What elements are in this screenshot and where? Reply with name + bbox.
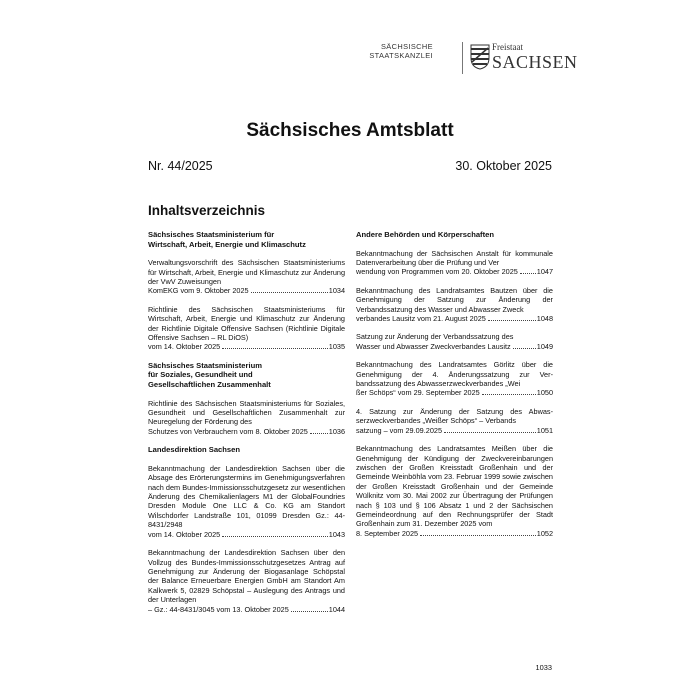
toc-page-ref: 1047	[536, 267, 553, 277]
kanzlei-line1: SÄCHSISCHE	[380, 42, 433, 51]
toc-entry-last-line	[356, 267, 553, 276]
section-heading-line: Wirtschaft, Arbeit, Energie und Klimaschutz	[148, 239, 306, 249]
toc-page-ref: 1036	[328, 426, 345, 436]
toc-page-ref: 1034	[328, 286, 345, 296]
toc-entry[interactable]	[356, 444, 553, 538]
toc-entry-text: Richtlinie des Sächsischen Staatsministeriums für Soziales, Gesundheit und Gesellschaftlichen Zusammenhalt zur Neuregelung der Förderung des	[148, 398, 345, 427]
header-logo	[369, 42, 578, 76]
section-heading-line: Sächsisches Staatsministerium	[148, 360, 262, 370]
toc-entry-last-line	[148, 427, 345, 436]
dot-leader	[444, 432, 536, 433]
section-heading-line: Landesdirektion Sachsen	[148, 445, 240, 455]
toc-entry-text: Bekanntmachung der Landesdirektion Sachsen über den Vollzug des Bundes-Immissionsschutzgesetzes Antrag auf Genehmigung zur Änderung der Biogasanlage Schöpstal der Balance Erneuerbare Energien GmbH am Standort Am Kalkwerk 5, 02829 Schöpstal – Auslegung des Antrags und der Unterlagen	[148, 548, 345, 605]
toc-page-ref: 1044	[328, 604, 345, 614]
toc-entry-text: Bekanntmachung der Landesdirektion Sachsen über die Absage des Erörterungstermins im Genehmigungsverfahren nach dem Bundes-Immissionsschutzgesetz zur wesentlichen Änderung des Chemikalienlagers M1 der GlobalFoundries Dresden Module One LLC & Co. KG am Standort Wilschdorfer Landstraße 101, 01099 Dresden Gz.: 44-8431/2948	[148, 463, 345, 530]
section-heading	[148, 361, 345, 390]
toc-entry-text: Bekanntmachung des Landratsamtes Meißen über die Genehmigung der Kündigung der Zweckvereinbarungen zwischen der Großen Kreisstadt Großenhain und der Gemeinde Weinböhla vom 23. Februar 1999 sowie zwischen der Großen Kreisstadt Großenhain und der Gemeinde Wülknitz vom 30. Mai 2002 zur Übertragung der Prüfungen nach § 103 und § 106 Absatz 1 und 2 der Sächsischen Gemeindeordnung auf den Rechnungsprüfer der Stadt Großenhain zum 31. Dezember 2025 vom	[356, 444, 553, 529]
toc-page-ref: 1049	[536, 341, 553, 351]
staatskanzlei-wordmark	[363, 42, 433, 60]
toc-entry-last-text: Schutzes von Verbrauchern vom 8. Oktober 2025	[148, 426, 308, 436]
toc-entry-text: Bekanntmachung des Landratsamtes Görlitz über die Genehmigung der 4. Änderungssatzung zur Verbandssatzung des Abwasserzweckverbandes „Wei	[356, 360, 553, 389]
toc-entry-last-text: KomEKG vom 9. Oktober 2025	[148, 286, 249, 296]
document-title: Sächsisches Amtsblatt	[246, 120, 454, 141]
toc-entry-last-line	[148, 286, 345, 295]
toc-page-ref: 1050	[536, 388, 553, 398]
freistaat-large: SACHSEN	[492, 52, 578, 72]
section-heading	[148, 230, 345, 249]
toc-entry-last-text: vom 14. Oktober 2025	[148, 529, 221, 539]
toc-page-ref: 1052	[536, 528, 553, 538]
dot-leader	[488, 320, 536, 321]
toc-entry-text: Verwaltungsvorschrift des Sächsischen Staatsministeriums für Wirtschaft, Arbeit, Energie und Klimaschutz zur Änderung der VwV Zuweisungen	[148, 258, 345, 286]
dot-leader	[482, 394, 536, 395]
toc-entry-last-line	[356, 426, 553, 435]
dot-leader	[222, 348, 328, 349]
toc-entry-text: Bekanntmachung der Sächsischen Anstalt für kommunale Datenverarbeitung über die Prüfung und Ver	[356, 248, 553, 267]
section-heading-line: Gesellschaftlichen Zusammenhalt	[148, 380, 271, 390]
toc-entry[interactable]	[356, 286, 553, 324]
toc-page-ref: 1035	[328, 342, 345, 352]
dot-leader	[222, 536, 328, 537]
issue-date: 30. Oktober 2025	[455, 159, 552, 173]
toc-entry-text: Satzung zur Änderung der Verbandssatzung des	[356, 332, 514, 342]
dot-leader	[520, 273, 536, 274]
dot-leader	[251, 292, 328, 293]
kanzlei-line2: STAATSKANZLEI	[369, 51, 433, 60]
toc-entry-last-line	[148, 530, 345, 539]
toc-page-ref: 1043	[328, 529, 345, 539]
toc-entry-text: Richtlinie des Sächsischen Staatsministeriums für Wirtschaft, Arbeit, Energie und Klimaschutz zur Änderung der Richtlinie Digitale Offensive Sachsen (Richtlinie Digitale Offensive Sachsen – RL DiOS)	[148, 304, 345, 343]
toc-entry-last-text: vom 14. Oktober 2025	[148, 342, 221, 352]
toc-entry-last-line	[356, 342, 553, 351]
section-heading-line: für Soziales, Gesundheit und	[148, 370, 253, 380]
toc-entry-last-text: wendung von Programmen vom 20. Oktober 2025	[356, 267, 518, 277]
toc-entry[interactable]	[148, 399, 345, 437]
toc-entry-last-line	[356, 314, 553, 323]
toc-entry-last-line	[148, 605, 345, 614]
toc-column-left	[148, 230, 345, 623]
toc-entry-text: Bekanntmachung des Landratsamtes Bautzen über die Genehmigung der Satzung zur Änderung der Verbandssatzung des Wasser und Abwasser Zweck	[356, 285, 553, 314]
dot-leader	[513, 348, 536, 349]
toc-entry-last-line	[356, 529, 553, 538]
dot-leader	[310, 433, 328, 434]
toc-entry-last-text: 8. September 2025	[356, 528, 419, 538]
toc-entry-last-text: ßer Schöps“ vom 29. September 2025	[356, 388, 480, 398]
toc-title: Inhaltsverzeichnis	[148, 203, 266, 218]
saxony-coat-of-arms-icon	[470, 44, 490, 70]
toc-entry[interactable]	[148, 305, 345, 352]
toc-column-right	[356, 230, 553, 547]
toc-entry[interactable]	[356, 249, 553, 277]
section-heading-line: Andere Behörden und Körperschaften	[356, 230, 494, 239]
toc-entry[interactable]	[148, 548, 345, 614]
freistaat-small: Freistaat	[492, 42, 523, 52]
toc-entry-last-line	[356, 388, 553, 397]
toc-entry-last-text: satzung – vom 29.09.2025	[356, 425, 443, 435]
dot-leader	[291, 611, 328, 612]
toc-entry[interactable]	[148, 258, 345, 296]
toc-page-ref: 1051	[536, 425, 553, 435]
toc-entry-last-text: – Gz.: 44-8431/3045 vom 13. Oktober 2025	[148, 604, 289, 614]
toc-entry-last-line	[148, 342, 345, 351]
toc-page-ref: 1048	[536, 314, 553, 324]
toc-entry[interactable]	[356, 332, 553, 351]
section-heading	[356, 230, 553, 240]
freistaat-wordmark	[492, 42, 578, 72]
section-heading	[148, 445, 345, 455]
page-number: 1033	[535, 663, 552, 672]
toc-entry[interactable]	[356, 360, 553, 398]
toc-entry[interactable]	[356, 407, 553, 435]
toc-entry-last-text: verbandes Lausitz vom 21. August 2025	[356, 314, 486, 324]
issue-number: Nr. 44/2025	[148, 159, 213, 173]
toc-entry[interactable]	[148, 464, 345, 539]
toc-entry-last-text: Wasser und Abwasser Zweckverbandes Lausitz	[356, 341, 511, 351]
section-heading-line: Sächsisches Staatsministerium für	[148, 230, 275, 239]
logo-divider	[462, 42, 463, 74]
dot-leader	[420, 535, 536, 536]
toc-entry-text: 4. Satzung zur Änderung der Satzung des Abwasserzweckverbandes „Weißer Schöps“ – Verbands	[356, 406, 553, 426]
